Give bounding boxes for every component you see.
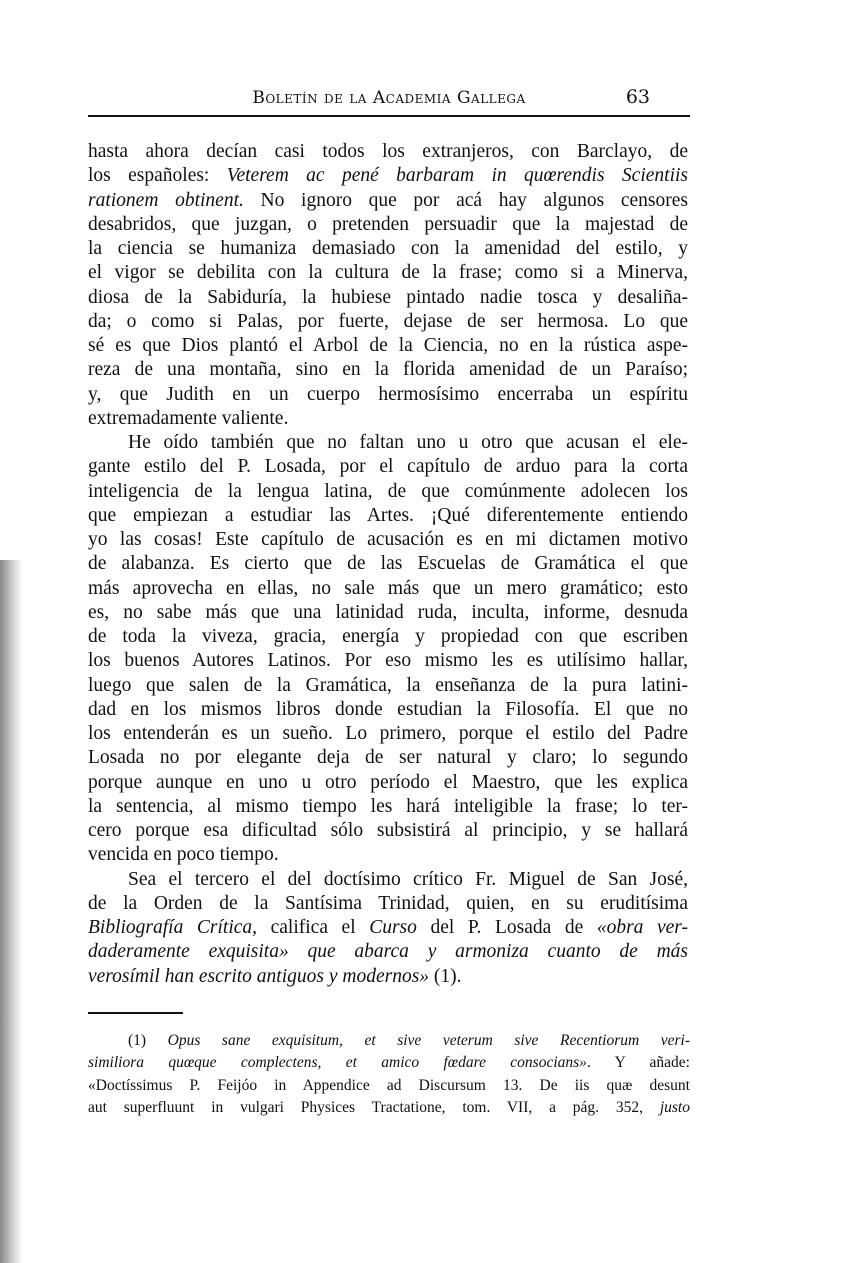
text-segment: y, que Judith en un cuerpo hermosísimo encerraba un espíritu [88,383,688,405]
text-line [88,1075,690,1097]
italic-text: Veterem ac pené barbaram in quœrendis Scientiis [226,165,688,187]
text-line [88,843,688,867]
page-number: 63 [625,86,650,108]
italic-text: similiora quœque complectens, et amico fœdare consocians» [88,1054,587,1072]
text-line [88,164,688,188]
italic-text: daderamente exquisita» que abarca y armoniza cuanto de más [88,941,688,963]
text-line [88,189,688,213]
text-line [88,746,688,770]
text-line [88,358,688,382]
text-line [88,383,688,407]
text-line [88,892,688,916]
text-line [88,819,688,843]
text-line [88,261,688,285]
text-line [88,698,688,722]
text-segment: (1) [128,1032,168,1049]
text-segment: de toda la viveza, gracia, energía y propiedad con que escriben [88,626,688,647]
text-segment: . Y añade: [586,1054,690,1072]
text-line [88,140,688,164]
footnote [88,1030,690,1119]
italic-text: Bibliografía Crítica, [88,917,258,938]
running-head [88,86,690,112]
italic-text: verosímil han escrito antiguos y modernos» [88,965,430,987]
text-line [88,868,688,892]
text-segment: hasta ahora decían casi todos los extranjeros, con Barclayo, de [88,141,688,162]
text-segment: más aprovecha en ellas, no sale más que un mero gramático; esto [88,577,688,599]
text-line [88,286,688,310]
text-segment: inteligencia de la lengua latina, de que comúnmente adolecen los [88,480,688,502]
text-segment: reza de una montaña, sino en la florida amenidad de un Paraíso; [88,359,688,381]
italic-text: justo [659,1098,690,1116]
text-line [88,1030,690,1052]
text-line [88,649,688,673]
text-line [88,965,688,989]
text-line [88,407,688,431]
text-line [88,552,688,576]
text-line [88,480,688,504]
text-segment: es, no sabe más que una latinidad ruda, inculta, informe, desnuda [88,601,688,623]
text-segment: Sea el tercero el del doctísimo crítico Fr. Miguel de San José, [128,868,688,890]
text-segment: los españoles: [88,165,227,187]
text-segment: dad en los mismos libros donde estudian la Filosofía. El que no [88,698,688,720]
text-line [88,916,688,940]
text-line [88,237,688,261]
text-segment: da; o como si Palas, por fuerte, dejase de ser hermosa. Lo que [88,310,688,332]
scan-edge-shadow [0,560,22,1263]
text-segment: de alabanza. Es cierto que de las Escuelas de Gramática el que [88,553,688,575]
footnote-rule [88,1012,183,1014]
text-segment: de la Orden de la Santísima Trinidad, quien, en su eruditísima [88,892,688,914]
text-segment: He oído también que no faltan uno u otro que acusan el ele- [128,432,688,453]
text-segment: extremadamente valiente. [88,407,289,429]
text-segment: luego que salen de la Gramática, la enseñanza de la pura latini- [88,674,688,696]
text-segment: desabridos, que juzgan, o pretenden persuadir que la majestad de [88,213,688,235]
text-segment: el vigor se debilita con la cultura de la frase; como si a Minerva, [88,262,688,284]
text-segment: la ciencia se humaniza demasiado con la amenidad del estilo, y [88,238,688,259]
italic-text: rationem obtinent. [88,189,244,211]
text-segment: los buenos Autores Latinos. Por eso mismo les es utilísimo hallar, [88,650,688,672]
text-line [88,528,688,552]
text-segment: (1). [429,965,462,987]
italic-text: Curso [369,917,417,938]
italic-text: «obra ver- [596,917,689,938]
text-segment: No ignoro que por acá hay algunos censores [243,189,689,211]
text-segment: gante estilo del P. Losada, por el capítulo de arduo para la corta [88,456,688,478]
text-line [88,1052,690,1074]
text-line [88,771,688,795]
text-segment: Losada no por elegante deja de ser natural y claro; lo segundo [88,747,688,769]
running-title: Boletín de la Academia Gallega [252,88,526,108]
text-segment: porque aunque en uno u otro período el Maestro, que les explica [88,771,688,793]
body-text [88,140,688,989]
text-line [88,625,688,649]
header-rule [88,115,690,117]
text-segment: que empiezan a estudiar las Artes. ¡Qué diferentemente entiendo [88,504,688,526]
text-line [88,431,688,455]
text-line [88,674,688,698]
text-line [88,455,688,479]
text-line [88,601,688,625]
text-segment: «Doctíssimus P. Feijóo in Appendice ad Discursum 13. De iis quæ desunt [88,1076,690,1094]
text-line [88,334,688,358]
text-segment: aut superfluunt in vulgari Physices Tractatione, tom. VII, a pág. 352, [88,1098,660,1116]
text-segment: sé es que Dios plantó el Arbol de la Ciencia, no en la rústica aspe- [88,335,688,356]
text-segment: diosa de la Sabiduría, la hubiese pintado nadie tosca y desaliña- [88,286,688,308]
text-segment: califica el [257,917,370,938]
text-segment: los entenderán es un sueño. Lo primero, porque el estilo del Padre [88,723,688,744]
text-segment: yo las cosas! Este capítulo de acusación es en mi dictamen motivo [88,529,688,550]
text-segment: la sentencia, al mismo tiempo les hará inteligible la frase; lo ter- [88,795,688,817]
italic-text: Opus sane exquisitum, et sive veterum sive Recentiorum veri- [167,1032,690,1049]
text-segment: cero porque esa dificultad sólo subsistirá al principio, y se hallará [88,820,688,841]
text-line [88,1097,690,1119]
text-line [88,722,688,746]
text-line [88,795,688,819]
text-line [88,310,688,334]
text-line [88,213,688,237]
text-segment: del P. Losada de [416,917,597,938]
text-line [88,940,688,964]
text-line [88,577,688,601]
text-line [88,504,688,528]
text-segment: vencida en poco tiempo. [88,844,279,866]
